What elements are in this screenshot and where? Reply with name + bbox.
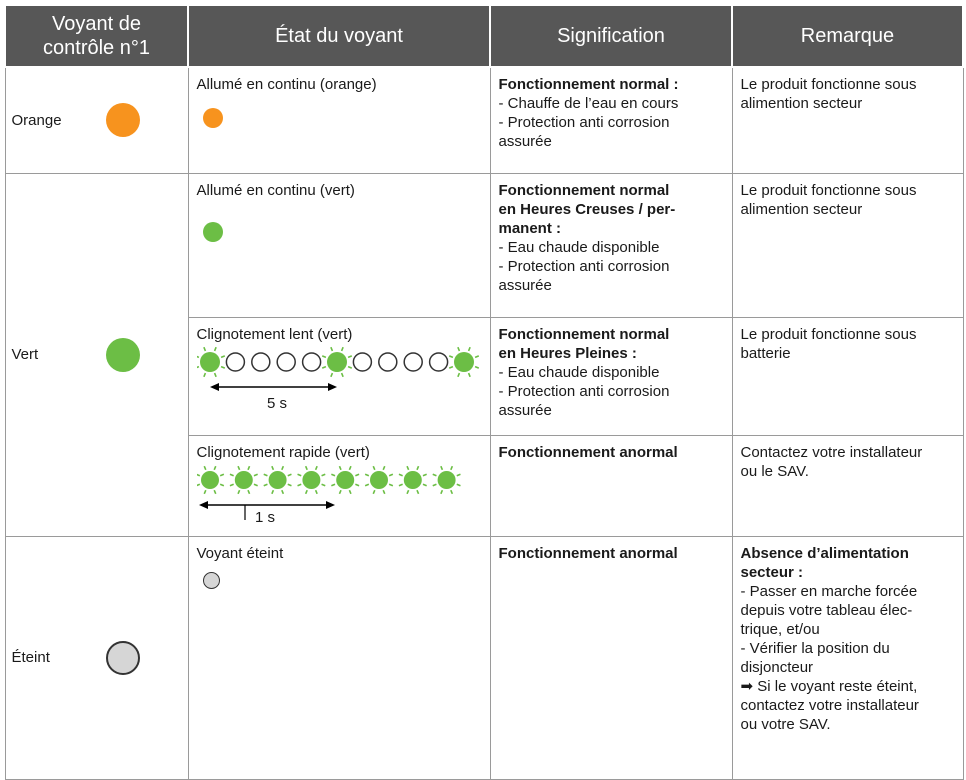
green-led-small-icon xyxy=(203,222,223,242)
remark-line: alimention secteur xyxy=(740,200,863,218)
header-remarque: Remarque xyxy=(732,5,963,67)
header-voyant xyxy=(5,5,188,67)
meaning-title-line: Fonctionnement normal xyxy=(498,325,670,343)
cell-voyant-orange xyxy=(5,67,188,173)
green-blink-dot xyxy=(365,466,393,494)
off-dot xyxy=(404,353,422,371)
header-voyant-label: Voyant de contrôle n°1 xyxy=(43,13,150,59)
period-arrow xyxy=(210,383,337,391)
green-blink-dot xyxy=(331,466,359,494)
meaning-title-line: manent : xyxy=(498,219,562,237)
meaning-title-line: en Heures Pleines : xyxy=(498,344,637,362)
remark-line: depuis votre tableau élec- xyxy=(740,601,913,619)
cell-etat-vert-rapide xyxy=(188,435,490,536)
cell-signif-vert-rapide xyxy=(490,435,732,536)
cell-etat-orange xyxy=(188,67,490,173)
remark-line: Le produit fonctionne sous xyxy=(740,76,917,93)
green-blink-dot xyxy=(432,466,460,494)
green-blink-dot xyxy=(197,466,224,494)
period-label: 1 s xyxy=(254,508,275,526)
label-orange: Orange xyxy=(11,111,62,129)
meaning-line: - Protection anti corrosion xyxy=(498,382,670,400)
remark-line: Le produit fonctionne sous xyxy=(740,181,917,199)
remark-line: Contactez votre installateur xyxy=(740,443,923,461)
off-dot xyxy=(429,353,447,371)
off-dot xyxy=(251,353,269,371)
cell-signif-vert-continu xyxy=(490,173,732,317)
meaning-title-line: Fonctionnement anormal xyxy=(498,443,678,461)
meaning-line: - Eau chaude disponible xyxy=(498,363,660,381)
cell-remarque-vert-rapide xyxy=(732,435,963,536)
meaning-line: assurée xyxy=(498,276,552,294)
cell-voyant-eteint xyxy=(5,536,188,779)
off-dot xyxy=(226,353,244,371)
cell-signif-orange xyxy=(490,67,732,173)
state-eteint: Voyant éteint xyxy=(196,544,284,562)
label-eteint: Éteint xyxy=(11,649,50,666)
off-dot xyxy=(353,353,371,371)
cell-etat-vert-lent xyxy=(188,317,490,435)
remark-line: - Passer en marche forcée xyxy=(740,582,918,600)
meaning-line: - Protection anti corrosion xyxy=(498,114,670,131)
green-blink-dot xyxy=(197,347,225,377)
meaning-line: - Eau chaude disponible xyxy=(498,238,660,256)
header-row xyxy=(5,5,963,67)
cell-etat-eteint xyxy=(188,536,490,779)
cell-etat-vert-continu xyxy=(188,173,490,317)
cell-remarque-vert-lent xyxy=(732,317,963,435)
remark-line: trique, et/ou xyxy=(740,620,820,638)
period-label: 5 s xyxy=(266,394,287,412)
green-blink-dot xyxy=(229,466,257,494)
row-vert-continu xyxy=(5,173,963,317)
off-dot xyxy=(378,353,396,371)
remark-title-line: Absence d’alimentation xyxy=(740,544,909,562)
orange-led-small-icon xyxy=(203,108,223,128)
remark-line: - Vérifier la position du xyxy=(740,639,890,657)
green-blink-dot xyxy=(398,466,426,494)
remark-line: disjoncteur xyxy=(740,658,814,676)
remark-line: batterie xyxy=(740,344,791,362)
state-vert-continu: Allumé en continu (vert) xyxy=(196,181,355,199)
remark-line: contactez votre installateur xyxy=(740,696,919,714)
green-blink-dot xyxy=(297,466,325,494)
meaning-line: assurée xyxy=(498,401,552,419)
cell-remarque-vert-continu xyxy=(732,173,963,317)
cell-remarque-orange xyxy=(732,67,963,173)
state-vert-rapide: Clignotement rapide (vert) xyxy=(196,443,370,461)
off-led-small-icon xyxy=(203,572,220,589)
remark-line: Le produit fonctionne sous xyxy=(740,325,917,343)
remark-line: ou votre SAV. xyxy=(740,715,831,733)
off-led-icon xyxy=(106,641,140,675)
cell-remarque-eteint xyxy=(732,536,963,779)
row-orange xyxy=(5,67,963,173)
voyant-table xyxy=(4,4,964,780)
remark-line: ➡ Si le voyant reste éteint, xyxy=(740,677,918,695)
label-vert: Vert xyxy=(11,346,39,363)
off-dot xyxy=(277,353,295,371)
cell-voyant-vert xyxy=(5,173,188,536)
meaning-line: - Protection anti corrosion xyxy=(498,257,670,275)
header-etat: État du voyant xyxy=(188,5,490,67)
cell-signif-eteint xyxy=(490,536,732,779)
slow-blink-sequence-icon xyxy=(197,344,482,412)
meaning-line: - Chauffe de l’eau en cours xyxy=(498,95,679,112)
cell-signif-vert-lent xyxy=(490,317,732,435)
remark-line: alimention secteur xyxy=(740,95,863,112)
off-dot xyxy=(302,353,320,371)
meaning-title-orange: Fonctionnement normal : xyxy=(498,76,679,93)
green-blink-dot xyxy=(263,466,291,494)
orange-led-icon xyxy=(106,103,140,137)
meaning-title-line: Fonctionnement anormal xyxy=(498,544,678,562)
green-blink-dot xyxy=(322,347,352,377)
green-blink-dot xyxy=(449,347,479,377)
period-arrow xyxy=(199,501,335,509)
meaning-title-line: en Heures Creuses / per- xyxy=(498,200,676,218)
state-orange: Allumé en continu (orange) xyxy=(196,76,377,93)
fast-blink-sequence-icon xyxy=(197,462,482,530)
remark-title-line: secteur : xyxy=(740,563,804,581)
header-signification: Signification xyxy=(490,5,732,67)
meaning-line: assurée xyxy=(498,133,552,150)
green-led-icon xyxy=(106,338,140,372)
state-vert-lent: Clignotement lent (vert) xyxy=(196,325,353,343)
meaning-title-line: Fonctionnement normal xyxy=(498,181,670,199)
remark-line: ou le SAV. xyxy=(740,462,809,480)
row-eteint xyxy=(5,536,963,779)
